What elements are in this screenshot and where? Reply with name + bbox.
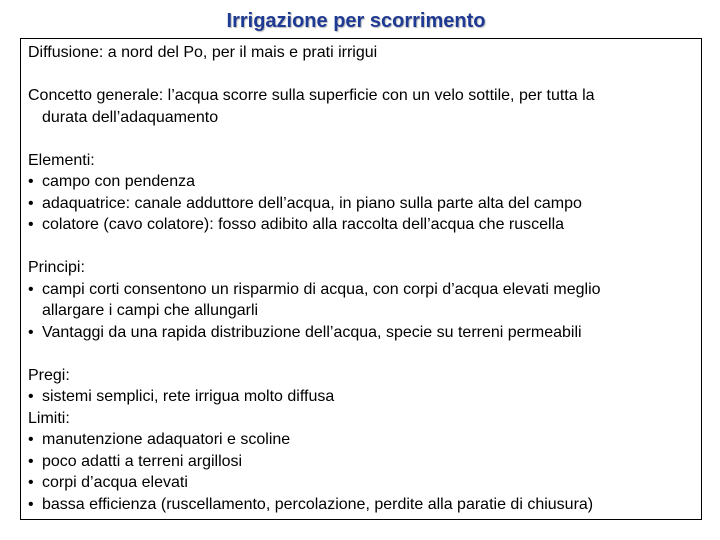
- bullet-icon: •: [28, 431, 34, 448]
- principi-item-text: Vantaggi da una rapida distribuzione dell’acqua, specie su terreni permeabili: [42, 323, 582, 341]
- bullet-icon: •: [28, 194, 34, 212]
- limiti-item-text: poco adatti a terreni argillosi: [42, 452, 243, 470]
- spacer: [28, 343, 695, 365]
- elementi-item: [28, 214, 695, 236]
- bullet-icon: •: [28, 495, 34, 513]
- limiti-item: [28, 451, 695, 473]
- bullet-icon: •: [28, 452, 34, 470]
- slide-title: Irrigazione per scorrimento: [226, 10, 486, 32]
- concetto-line-2: durata dell’adaquamento: [42, 108, 219, 126]
- principi-item: [28, 322, 695, 344]
- elementi-item-text: colatore (cavo colatore): fosso adibito alla raccolta dell’acqua che ruscella: [42, 216, 565, 233]
- limiti-heading: Limiti:: [28, 409, 70, 427]
- principi-item-text: campi corti consentono un risparmio di acqua, con corpi d’acqua elevati meglio: [42, 280, 601, 298]
- bullet-icon: •: [28, 173, 34, 190]
- elementi-item-text: adaquatrice: canale adduttore dell’acqua, in piano sulla parte alta del campo: [42, 194, 582, 212]
- bullet-icon: •: [28, 474, 34, 491]
- bullet-icon: •: [28, 388, 34, 405]
- bullet-icon: •: [28, 216, 34, 233]
- elementi-item-text: campo con pendenza: [42, 173, 195, 190]
- pregi-heading: Pregi:: [28, 366, 70, 384]
- limiti-item: [28, 429, 695, 451]
- principi-heading: Principi:: [28, 259, 85, 276]
- diffusione-text: Diffusione: a nord del Po, per il mais e prati irrigui: [28, 44, 378, 61]
- limiti-item-text: bassa efficienza (ruscellamento, percolazione, perdite alla paratie di chiusura): [42, 495, 594, 513]
- elementi-item: [28, 171, 695, 193]
- spacer: [28, 64, 695, 86]
- spacer: [28, 236, 695, 258]
- limiti-item: [28, 494, 695, 516]
- principi-item-continuation: allargare i campi che allungarli: [42, 302, 259, 319]
- limiti-item: [28, 472, 695, 494]
- bullet-icon: •: [28, 280, 34, 298]
- limiti-item-text: corpi d’acqua elevati: [42, 474, 188, 491]
- concetto-line-1: Concetto generale: l’acqua scorre sulla superficie con un velo sottile, per tutta la: [28, 87, 595, 104]
- elementi-item: [28, 193, 695, 215]
- limiti-item-text: manutenzione adaquatori e scoline: [42, 431, 291, 448]
- principi-item: [28, 279, 695, 301]
- pregi-item-text: sistemi semplici, rete irrigua molto diffusa: [42, 388, 335, 405]
- elementi-heading: Elementi:: [28, 151, 95, 169]
- content-box: [20, 38, 702, 520]
- pregi-item: [28, 386, 695, 408]
- spacer: [28, 128, 695, 150]
- bullet-icon: •: [28, 323, 34, 341]
